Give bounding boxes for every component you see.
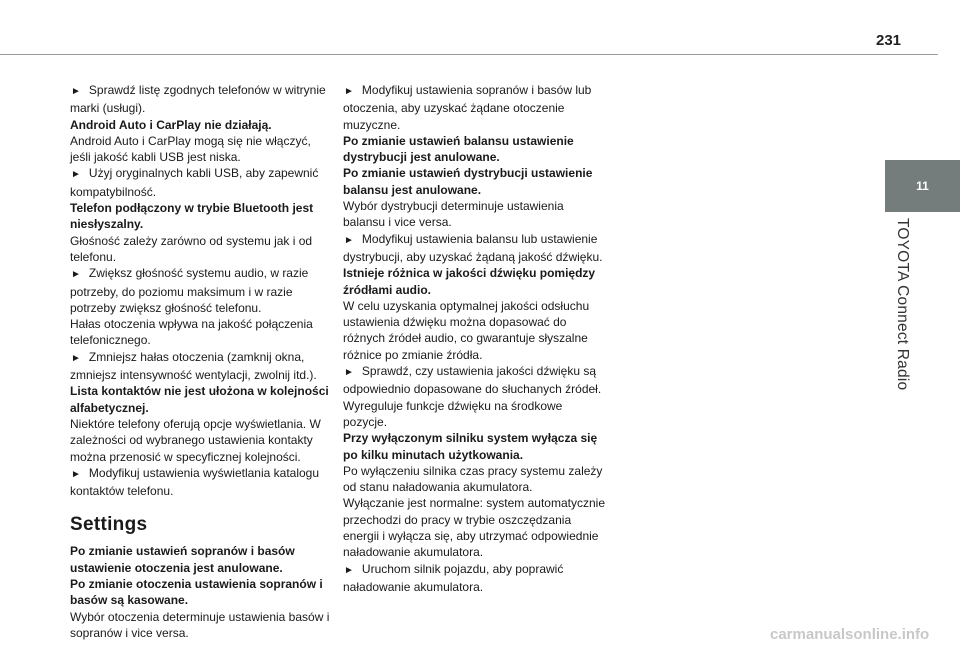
problem-heading: Po zmianie otoczenia ustawienia sopranów i basów są kasowane. <box>70 577 323 608</box>
right-column <box>343 82 608 595</box>
problem-heading: Lista kontaktów nie jest ułożona w kolejności alfabetycznej. <box>70 384 329 415</box>
watermark: carmanualsonline.info <box>770 626 930 643</box>
explanation-text: Niektóre telefony oferują opcje wyświetlania. W zależności od wybranego ustawienia kontakty można przenosić w specyficznej kolejności. <box>70 416 321 464</box>
explanation-text: Wybór otoczenia determinuje ustawienia basów i sopranów i vice versa. <box>70 609 330 640</box>
explanation-text: W celu uzyskania optymalnej jakości odsłuchu ustawienia dźwięku można dopasować do różnych źródeł audio, co gwarantuje słyszalne różnice po zmianie źródła. <box>343 298 590 362</box>
header-divider <box>0 54 938 55</box>
problem-heading: Po zmianie ustawień dystrybucji ustawienie balansu jest anulowane. <box>343 166 593 197</box>
explanation-text: Hałas otoczenia wpływa na jakość połączenia telefonicznego. <box>70 317 313 348</box>
instruction-text: ► Modyfikuj ustawienia balansu lub ustawienie dystrybucji, aby uzyskać żądaną jakość dźwięku. <box>343 231 608 266</box>
problem-heading: Istnieje różnica w jakości dźwięku pomiędzy źródłami audio. <box>343 266 596 297</box>
problem-heading: Telefon podłączony w trybie Bluetooth jest niesłyszalny. <box>70 201 314 232</box>
left-column <box>70 82 332 641</box>
instruction-text: ► Sprawdź listę zgodnych telefonów w witrynie marki (usługi). <box>70 82 332 117</box>
explanation-text: Głośność zależy zarówno od systemu jak i od telefonu. <box>70 233 313 264</box>
problem-heading: Android Auto i CarPlay nie działają. <box>70 117 272 132</box>
problem-heading: Po zmianie ustawień sopranów i basów ustawienie otoczenia jest anulowane. <box>70 544 295 575</box>
instruction-text: ► Zwiększ głośność systemu audio, w razie potrzeby, do poziomu maksimum i w razie potrzeby zwiększ głośność telefonu. <box>70 265 332 316</box>
chapter-title: TOYOTA Connect Radio <box>894 218 911 391</box>
instruction-text: ► Uruchom silnik pojazdu, aby poprawić naładowanie akumulatora. <box>343 561 608 596</box>
instruction-text: ► Użyj oryginalnych kabli USB, aby zapewnić kompatybilność. <box>70 165 332 200</box>
explanation-text: Po wyłączeniu silnika czas pracy systemu zależy od stanu naładowania akumulatora. <box>343 463 603 495</box>
instruction-text: ► Modyfikuj ustawienia sopranów i basów lub otoczenia, aby uzyskać żądane otoczenie muzyczne. <box>343 82 608 133</box>
explanation-text: Android Auto i CarPlay mogą się nie włączyć, jeśli jakość kabli USB jest niska. <box>70 133 311 165</box>
explanation-text: Wyłączanie jest normalne: system automatycznie przechodzi do pracy w trybie oszczędzania energii i wyłącza się, aby utrzymać odpowiednie naładowanie akumulatora. <box>343 496 605 560</box>
problem-heading: Po zmianie ustawień balansu ustawienie dystrybucji jest anulowane. <box>343 133 574 165</box>
instruction-text: ► Zmniejsz hałas otoczenia (zamknij okna, zmniejsz intensywność wentylacji, zwolnij itd.). <box>70 349 332 384</box>
section-heading: Settings <box>70 514 148 536</box>
explanation-text: Wybór dystrybucji determinuje ustawienia balansu i vice versa. <box>343 199 564 230</box>
instruction-text: ► Sprawdź, czy ustawienia jakości dźwięku są odpowiednio dopasowane do słuchanych źródeł. Wyreguluje funkcje dźwięku na środkowe pozycje. <box>343 363 608 430</box>
chapter-tab[interactable]: 11 <box>885 160 960 212</box>
problem-heading: Przy wyłączonym silniku system wyłącza się po kilku minutach użytkowania. <box>343 431 598 462</box>
instruction-text: ► Modyfikuj ustawienia wyświetlania katalogu kontaktów telefonu. <box>70 465 332 500</box>
page-number: 231 <box>876 32 902 49</box>
